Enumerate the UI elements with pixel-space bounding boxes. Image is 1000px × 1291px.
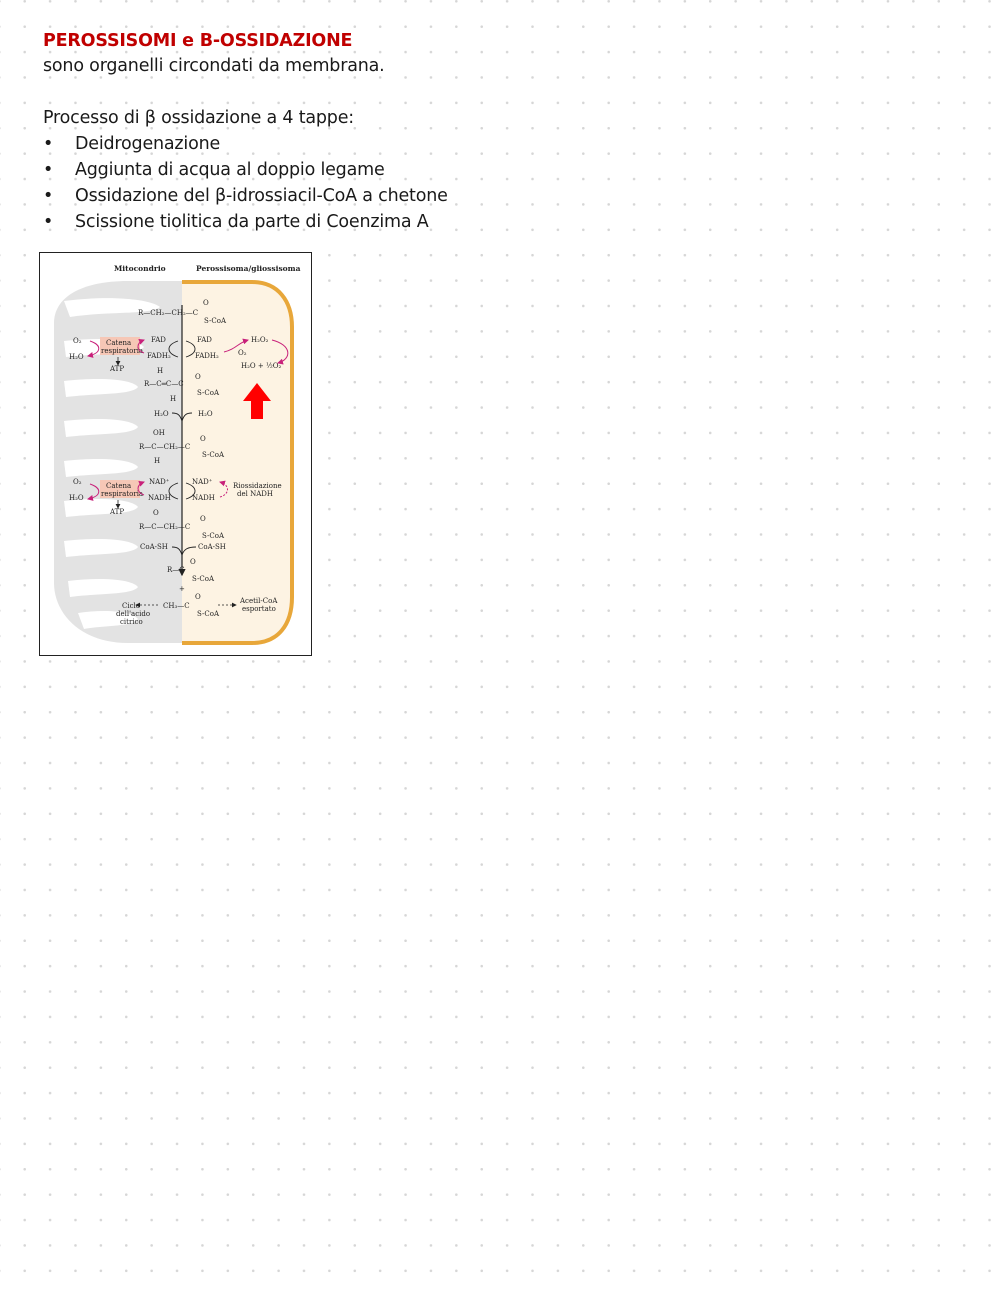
coa-sh-label: CoA-SH	[140, 543, 168, 551]
nad-label: NAD⁺	[192, 478, 213, 486]
blank-line	[43, 79, 643, 105]
enoyl-coa-label: R—C═C—C	[144, 380, 184, 388]
plus-label: +	[179, 585, 185, 593]
keto-o-label: O	[153, 509, 159, 517]
citrico-label: citrico	[120, 618, 143, 626]
h2o-label: H₂O	[154, 410, 169, 418]
respiratoria-label: respiratoria	[101, 490, 144, 498]
o2-label: O₂	[73, 337, 82, 345]
bullet-icon: •	[43, 212, 54, 232]
riossidazione-label: Riossidazione	[233, 482, 282, 490]
h-label: H	[157, 367, 164, 375]
catena-label: Catena	[106, 339, 132, 347]
step-text: Deidrogenazione	[75, 134, 221, 154]
bullet-icon: •	[43, 160, 54, 180]
acetil-coa-label: Acetil-CoA	[240, 597, 278, 605]
fadh2-label: FADH₂	[147, 352, 171, 360]
nadh-label: NADH	[192, 494, 215, 502]
subtitle-text: sono organelli circondati da membrana.	[43, 56, 385, 76]
mitochondrion-header: Mitocondrio	[114, 264, 166, 273]
atp-label: ATP	[110, 365, 125, 373]
h2o-label: H₂O	[198, 410, 213, 418]
h-label: H	[170, 395, 177, 403]
scoa-label: S-CoA	[197, 610, 220, 618]
fad-label: FAD	[151, 336, 166, 344]
shortened-acyl-label: R—C	[167, 566, 185, 574]
h-label: H	[154, 457, 161, 465]
list-item	[43, 131, 643, 157]
carbonyl-o-label: O	[203, 299, 209, 307]
h2o2-label: H₂O₂	[251, 336, 269, 344]
bullet-icon: •	[43, 134, 54, 154]
coa-sh-label: CoA-SH	[198, 543, 226, 551]
carbonyl-o-label: O	[195, 593, 201, 601]
scoa-label: S-CoA	[192, 575, 215, 583]
respiratoria-label: respiratoria	[101, 347, 144, 355]
carbonyl-o-label: O	[200, 435, 206, 443]
scoa-label: S-CoA	[204, 317, 227, 325]
list-item	[43, 183, 643, 209]
hydroxyacyl-coa-label: R—C—CH₂—C	[139, 443, 191, 451]
list-item	[43, 157, 643, 183]
ciclo-label: Ciclo	[122, 602, 140, 610]
beta-oxidation-figure	[39, 252, 312, 656]
o2-label: O₂	[73, 478, 82, 486]
carbonyl-o-label: O	[190, 558, 196, 566]
fad-label: FAD	[197, 336, 212, 344]
nadh-label: NADH	[148, 494, 171, 502]
steps-list	[43, 131, 643, 235]
peroxisome-header: Perossisoma/gliossisoma	[196, 264, 301, 273]
acido-label: dell'acido	[116, 610, 151, 618]
h2o-half-o2-label: H₂O + ½O₂	[241, 362, 282, 370]
nad-label: NAD⁺	[149, 478, 170, 486]
bullet-icon: •	[43, 186, 54, 206]
step-text: Scissione tiolitica da parte di Coenzima A	[75, 212, 429, 232]
step-text: Aggiunta di acqua al doppio legame	[75, 160, 385, 180]
h2o-label: H₂O	[69, 353, 84, 361]
intro-text: Processo di β ossidazione a 4 tappe:	[43, 108, 354, 128]
acetyl-coa-label: CH₃—C	[163, 602, 190, 610]
catena-label: Catena	[106, 482, 132, 490]
atp-label: ATP	[110, 508, 125, 516]
list-item	[43, 209, 643, 235]
scoa-label: S-CoA	[202, 451, 225, 459]
acyl-coa-label: R—CH₂—CH₂—C	[138, 309, 199, 317]
page-title: PEROSSISOMI e B-OSSIDAZIONE	[43, 31, 353, 51]
scoa-label: S-CoA	[197, 389, 220, 397]
esportato-label: esportato	[242, 605, 276, 613]
h2o-label: H₂O	[69, 494, 84, 502]
o2-label: O₂	[238, 349, 247, 357]
ketoacyl-coa-label: R—C—CH₂—C	[139, 523, 191, 531]
carbonyl-o-label: O	[200, 515, 206, 523]
carbonyl-o-label: O	[195, 373, 201, 381]
scoa-label: S-CoA	[202, 532, 225, 540]
oh-label: OH	[153, 429, 165, 437]
del-nadh-label: del NADH	[237, 490, 273, 498]
fadh2-label: FADH₂	[195, 352, 219, 360]
step-text: Ossidazione del β-idrossiacil-CoA a chetone	[75, 186, 448, 206]
note-content	[43, 29, 643, 235]
pathway-diagram	[40, 253, 311, 655]
